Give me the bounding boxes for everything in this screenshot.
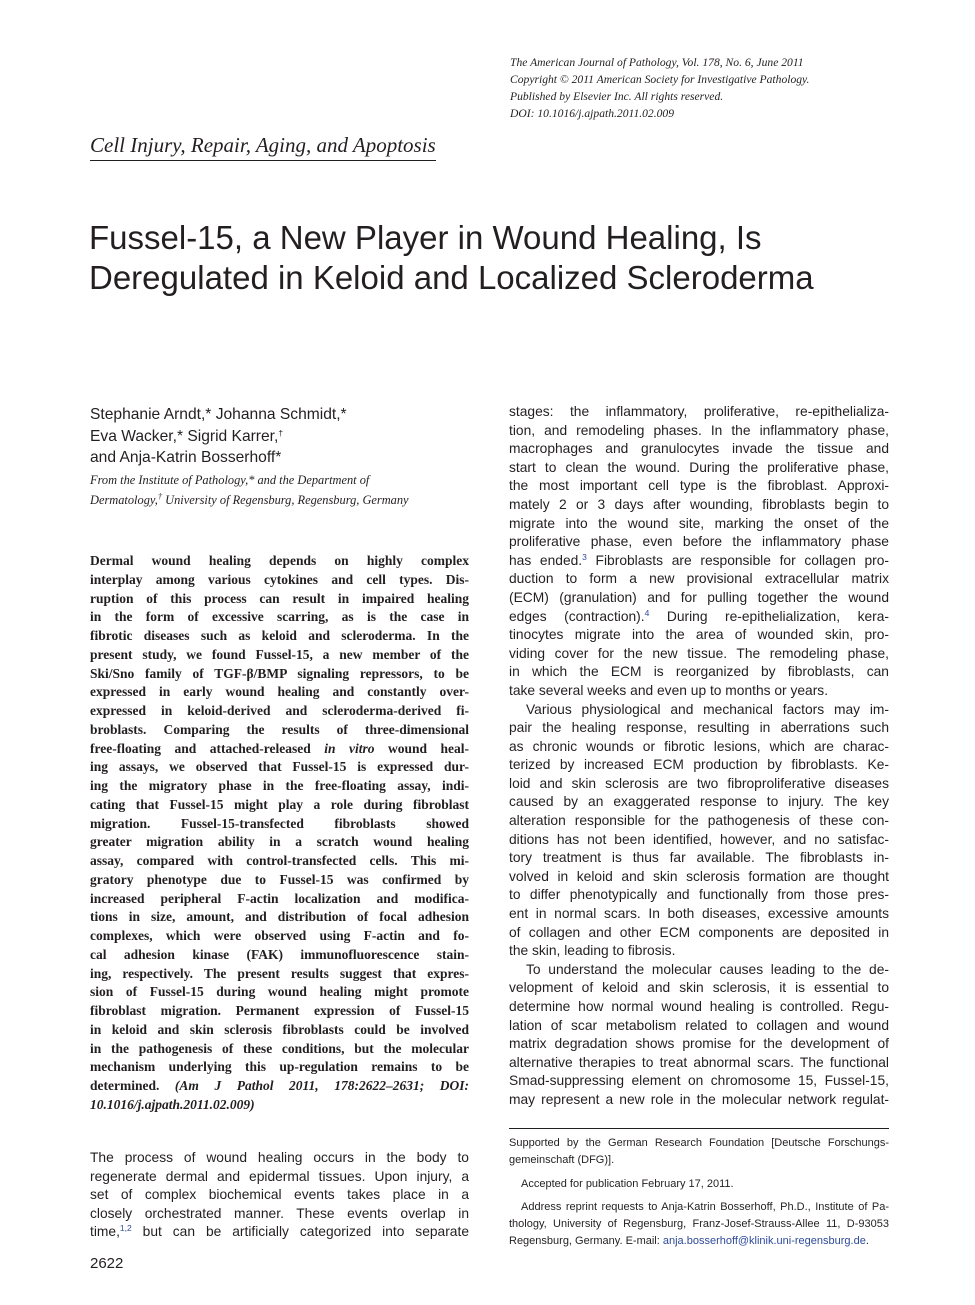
body-line: loid and skin sclerosis are two fibroproliferative diseases xyxy=(509,775,889,791)
body-text-right-column xyxy=(509,403,889,1110)
body-line: pair the healing response, resulting in aberrations such xyxy=(509,720,889,736)
abstract-line: in the pathogenesis of these conditions, but the molecular xyxy=(90,1040,469,1056)
journal-citation-line: The American Journal of Pathology, Vol. 178, No. 6, June 2011 xyxy=(510,56,804,69)
abstract-line: ing the migratory phase in the free-floating assay, indi- xyxy=(90,778,469,793)
body-line: tion, and remodeling phases. In the inflammatory phase, xyxy=(509,422,889,438)
doi-line: DOI: 10.1016/j.ajpath.2011.02.009 xyxy=(510,107,675,120)
body-line: set of complex biochemical events takes place in a xyxy=(90,1187,469,1203)
reprint-address: Regensburg, Germany. E-mail: xyxy=(509,1235,663,1248)
section-heading: Cell Injury, Repair, Aging, and Apoptosis xyxy=(90,131,436,161)
body-line: edges (contraction).$^4$ During re-epithelialization, kera- xyxy=(509,607,889,624)
abstract-line: 10.1016/j.ajpath.2011.02.009) xyxy=(90,1096,255,1112)
body-line: migrate into the wound site, marking the onset of the xyxy=(509,515,889,531)
body-line: the skin, leading to fibrosis. xyxy=(509,943,676,959)
body-line: velopment of keloid and skin sclerosis, it is essential to xyxy=(509,980,889,996)
abstract-line: migration. Fussel-15-transfected fibroblasts showed xyxy=(90,815,469,831)
body-line: regenerate dermal and epidermal tissues. Upon injury, a xyxy=(90,1168,469,1184)
body-line: duction to form a new provisional extracellular matrix xyxy=(509,571,889,587)
abstract-line: fibrotic diseases such as keloid and scleroderma. In the xyxy=(90,628,469,643)
abstract-line: mechanism underlying this up-regulation remains to be xyxy=(90,1059,469,1075)
body-line: has ended.$^3$ Fibroblasts are responsible for collagen pro- xyxy=(509,551,889,568)
article-title-line: Deregulated in Keloid and Localized Scleroderma xyxy=(89,259,814,296)
body-line: may represent a new role in the molecular network regulat- xyxy=(509,1091,889,1107)
body-line: tory treatment is thus far available. The fibroblasts in- xyxy=(509,850,889,866)
abstract-line: present study, we found Fussel-15, a new member of the xyxy=(90,646,469,662)
abstract-line: sion of Fussel-15 during wound healing might promote xyxy=(90,984,469,1000)
affiliation-mark: † xyxy=(157,491,163,501)
abstract-line: Dermal wound healing depends on highly complex xyxy=(90,553,469,568)
body-text-left-column xyxy=(90,1149,469,1242)
body-line: alteration responsible for the pathogenesis of these con- xyxy=(509,813,889,829)
abstract-line: determined. (Am J Pathol 2011, 178:2622–2631; DOI: xyxy=(90,1078,469,1093)
reprint-end: . xyxy=(865,1235,869,1248)
abstract-line: expressed in keloid-derived and scleroderma-derived fi- xyxy=(90,703,469,718)
author-names: Eva Wacker,* Sigrid Karrer, xyxy=(90,427,279,445)
body-line: ent in normal scars. In both diseases, excessive amounts xyxy=(509,906,889,922)
footnotes xyxy=(509,1128,889,1251)
article-title xyxy=(89,218,949,298)
abstract-line: greater migration ability in a scratch wound healing xyxy=(90,834,469,850)
funding-note: Supported by the German Research Foundation [Deutsche Forschungs- xyxy=(509,1137,889,1149)
body-line: proliferative phase, even before the inflammatory phase xyxy=(509,534,889,550)
page-number: 2622 xyxy=(90,1255,124,1272)
author-line: Stephanie Arndt,* Johanna Schmidt,* xyxy=(90,406,347,423)
body-line: ditions has not been identified, however, and no satisfac- xyxy=(509,831,889,847)
affiliation-block xyxy=(90,470,490,510)
abstract-line: increased peripheral F-actin localization and modifica- xyxy=(90,890,469,906)
author-line xyxy=(90,426,490,448)
copyright-line: Copyright © 2011 American Society for Investigative Pathology. xyxy=(510,73,810,86)
abstract-line: assay, compared with control-transfected cells. This mi- xyxy=(90,853,469,868)
abstract-line: fibroblast migration. Permanent expression of Fussel-15 xyxy=(90,1003,469,1018)
body-line: in which the ECM is reorganized by fibroblasts, can xyxy=(509,664,889,680)
body-line: tinocytes migrate into the area of wounded skin, pro- xyxy=(509,627,889,643)
abstract-line: ing assays, we observed that Fussel-15 is expressed dur- xyxy=(90,759,469,775)
abstract-line: complexes, which were observed using F-actin and fo- xyxy=(90,928,469,943)
reprint-note: Address reprint requests to Anja-Katrin Bosserhoff, Ph.D., Institute of Pa- xyxy=(521,1200,889,1213)
abstract-line: expressed in early wound healing and constantly over- xyxy=(90,684,469,700)
abstract-line: in the form of excessive scarring, as is the case in xyxy=(90,609,469,625)
abstract-line: ing, respectively. The present results suggest that expres- xyxy=(90,965,469,981)
email-link[interactable]: anja.bosserhoff@klinik.uni-regensburg.de xyxy=(662,1235,866,1248)
body-line: take several weeks and even up to months or years. xyxy=(509,682,829,698)
abstract-line: cating that Fussel-15 might play a role during fibroblast xyxy=(90,796,469,812)
body-line: as chronic wounds or fibrotic lesions, which are charac- xyxy=(509,738,889,754)
abstract-line: in keloid and skin sclerosis fibroblasts could be involved xyxy=(90,1021,469,1037)
body-line: volved in keloid and skin sclerosis formation are thought xyxy=(509,868,889,884)
body-line: closely orchestrated manner. These events overlap in xyxy=(90,1205,469,1221)
journal-citation-block xyxy=(510,54,950,122)
author-list xyxy=(90,404,490,469)
body-line: to differ phenotypically and functionally from those pres- xyxy=(509,887,889,903)
body-line: time,$^{1,2}$ but can be artificially categorized into separate xyxy=(90,1223,469,1240)
reprint-note xyxy=(509,1233,889,1250)
abstract-line: cal adhesion kinase (FAK) immunofluorescence stain- xyxy=(90,946,469,962)
abstract-line: gratory phenotype due to Fussel-15 was confirmed by xyxy=(90,871,469,887)
body-line: alternative therapies to treat abnormal scars. The functional xyxy=(509,1054,889,1070)
abstract-line: Ski/Sno family of TGF-β/BMP signaling repressors, to be xyxy=(90,665,469,681)
body-line: Various physiological and mechanical factors may im- xyxy=(526,701,889,717)
body-line: matrix degradation shows promise for the development of xyxy=(509,1036,889,1052)
body-line: determine how normal wound healing is controlled. Regu- xyxy=(509,999,889,1014)
body-line: terized by increased ECM production by fibroblasts. Ke- xyxy=(509,757,889,773)
abstract-line: tions in size, amount, and distribution of focal adhesion xyxy=(90,909,469,925)
body-line: stages: the inflammatory, proliferative, re-epithelializa- xyxy=(509,404,889,419)
body-line: macrophages and granulocytes invade the tissue and xyxy=(509,441,889,457)
affiliation-text: University of Regensburg, Regensburg, Germany xyxy=(162,493,409,507)
affiliation-line: From the Institute of Pathology,* and the Department of xyxy=(90,473,370,487)
body-line: lation of scar metabolism related to collagen and wound xyxy=(509,1017,889,1033)
abstract xyxy=(90,552,469,1115)
body-line: (ECM) (granulation) and for pulling together the wound xyxy=(509,589,889,605)
body-line: Smad-suppressing element on chromosome 15, Fussel-15, xyxy=(509,1073,889,1089)
accepted-note: Accepted for publication February 17, 2011. xyxy=(521,1177,734,1190)
affiliation-line xyxy=(90,490,490,510)
affiliation-text: Dermatology, xyxy=(90,493,158,507)
body-line: The process of wound healing occurs in the body to xyxy=(90,1150,469,1165)
publisher-line: Published by Elsevier Inc. All rights reserved. xyxy=(510,90,724,103)
abstract-line: ruption of this process can result in impaired healing xyxy=(90,590,469,606)
body-line: mately 2 or 3 days after wounding, fibroblasts begin to xyxy=(509,496,889,512)
body-line: of collagen and other ECM components are deposited in xyxy=(509,924,889,940)
reprint-note: thology, University of Regensburg, Franz-Josef-Strauss-Allee 11, D-93053 xyxy=(509,1218,889,1231)
body-line: caused by an exaggerated response to injury. The key xyxy=(509,794,889,810)
body-line: start to clean the wound. During the proliferative phase, xyxy=(509,459,889,475)
abstract-line: free-floating and attached-released in vitro wound heal- xyxy=(90,740,469,756)
body-line: the most important cell type is the fibroblast. Approxi- xyxy=(509,478,889,494)
funding-note: gemeinschaft (DFG)]. xyxy=(509,1154,615,1167)
article-title-line: Fussel-15, a New Player in Wound Healing, Is xyxy=(89,219,762,256)
abstract-line: broblasts. Comparing the results of three-dimensional xyxy=(90,721,469,737)
body-line: To understand the molecular causes leading to the de- xyxy=(526,961,889,977)
affiliation-mark: † xyxy=(278,427,284,438)
author-line: and Anja-Katrin Bosserhoff* xyxy=(90,449,282,466)
abstract-line: interplay among various cytokines and cell types. Dis- xyxy=(90,571,469,587)
body-line: viding cover for the new tissue. The remodeling phase, xyxy=(509,645,889,661)
